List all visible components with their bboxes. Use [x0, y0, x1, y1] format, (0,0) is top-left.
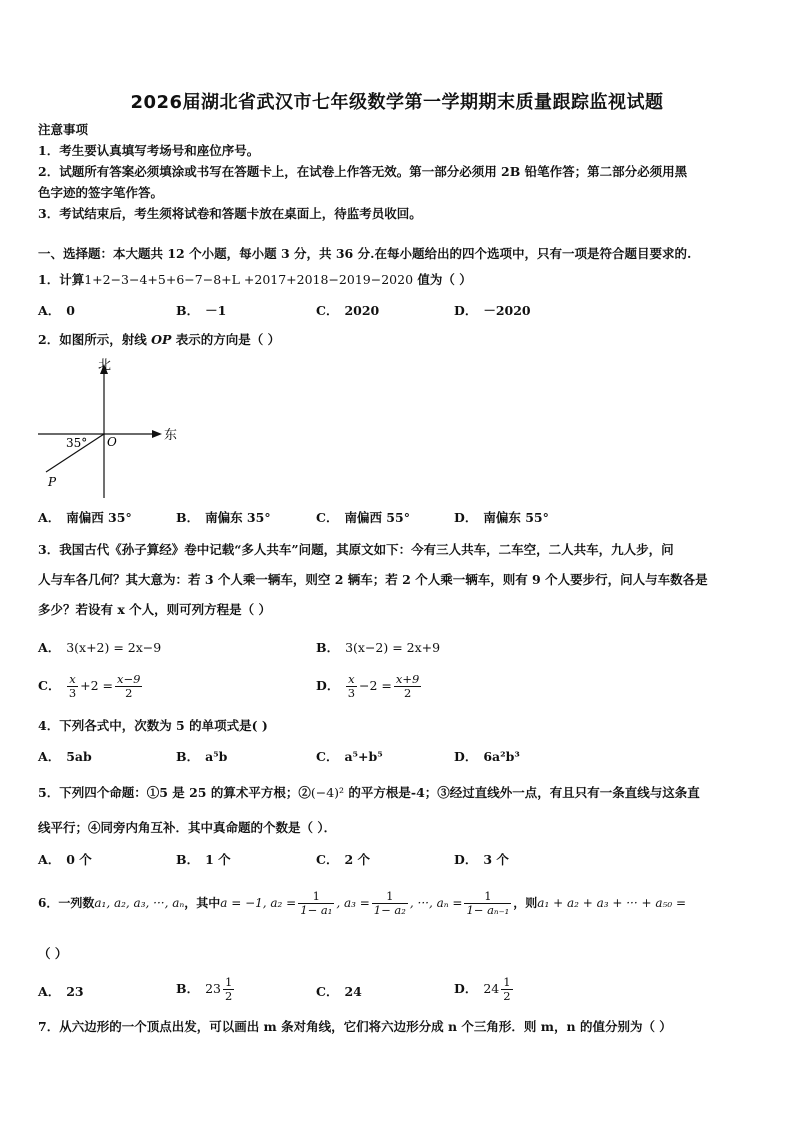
point-p-label: P — [48, 475, 57, 489]
page-title: 2026届湖北省武汉市七年级数学第一学期期末质量跟踪监视试题 — [130, 92, 664, 113]
q1-option-c: C． 2020 — [316, 303, 380, 318]
q1-prefix: 1．计算 — [38, 272, 85, 287]
question-1 — [38, 274, 472, 287]
q1-option-d: D． －2020 — [454, 303, 531, 318]
q4-option-b: B． a⁵b — [176, 749, 228, 764]
angle-label: 35° — [66, 436, 88, 450]
origin-label: O — [107, 435, 117, 449]
question-2: 2．如图所示，射线 OP 表示的方向是（ ） — [38, 332, 281, 347]
q2-option-c: C． 南偏西 55° — [316, 510, 410, 525]
q1-option-a: A． 0 — [38, 303, 75, 318]
fraction: $\frac{1}{2}$ — [503, 975, 511, 1003]
fraction: $\frac{1}{2}$ — [224, 975, 233, 1003]
q5-option-c: C． 2 个 — [316, 852, 371, 867]
q3-line: 多少？若设有 x 个人，则可列方程是（ ） — [38, 602, 272, 617]
direction-diagram — [30, 352, 190, 498]
question-5: 5．下列四个命题：①5 是 25 的算术平方根；②(−4)² 的平方根是-4；③经过直线外一点，有且只有一条直线与这条直 — [38, 785, 700, 800]
q6-option-c: C． 24 — [316, 984, 362, 999]
fraction: $\frac{x-9}{2}$ — [117, 672, 141, 700]
notes-heading: 注意事项 — [38, 122, 89, 137]
notes-item: 2．试题所有答案必须填涂或书写在答题卡上，在试卷上作答无效。第一部分必须用 2B 铅笔作答；第二部分必须用黑 — [38, 164, 688, 179]
q5-line: 线平行；④同旁内角互补．其中真命题的个数是（ ）． — [38, 820, 337, 835]
north-label: 北 — [98, 358, 112, 373]
q5-option-d: D． 3 个 — [454, 852, 509, 867]
q6-paren: （ ） — [38, 946, 68, 961]
question-7: 7．从六边形的一个顶点出发，可以画出 m 条对角线，它们将六边形分成 n 个三角形．则 m，n 的值分别为（ ） — [38, 1019, 672, 1034]
fraction: $\frac{x+9}{2}$ — [395, 672, 420, 700]
q3-option-d: D． $\frac{x}{3}$ −2 = $\frac{x+9}{2}$ — [316, 672, 420, 700]
question-6: 6．一列数a₁, a₂, a₃, ···, aₙ，其中a = −1, a₂ = $\frac{1}{\text{1− a₁}}$ , a₃ = $\frac{1}{\text{1− a₂}}$ , ···, aₙ = $\frac{1}{\text{1− aₙ₋₁}}$ ，则a₁ + a₂ + a₃ + ··· + a₅₀ = — [38, 889, 687, 917]
q1-suffix: 值为（ ） — [417, 272, 472, 287]
q3-line: 人与车各几何？其大意为：若 3 个人乘一辆车，则空 2 辆车；若 2 个人乘一辆车，则有 9 个人要步行，问人与车数各是 — [38, 572, 708, 587]
fraction: $\frac{1}{\text{1− a₂}}$ — [373, 889, 406, 917]
q2-option-a: A． 南偏西 35° — [38, 510, 132, 525]
section-heading: 一、选择题：本大题共 12 个小题，每小题 3 分，共 36 分.在每小题给出的四个选项中，只有一项是符合题目要求的. — [38, 246, 692, 261]
q2-option-d: D． 南偏东 55° — [454, 510, 549, 525]
q1-expression: 1+2−3−4+5+6−7−8+L +2017+2018−2019−2020 — [84, 272, 414, 287]
q1-option-b: B． －1 — [176, 303, 227, 318]
fraction: $\frac{x}{3}$ — [68, 672, 77, 700]
q3-option-b: B． 3(x−2) = 2x+9 — [316, 640, 441, 655]
q4-option-c: C． a⁵+b⁵ — [316, 749, 383, 764]
q3-line: 3．我国古代《孙子算经》卷中记载“多人共车”问题，其原文如下：今有三人共车，二车空，二人共车，九人步，问 — [38, 542, 674, 557]
fraction: $\frac{1}{\text{1− aₙ₋₁}}$ — [466, 889, 510, 917]
q4-option-d: D． 6a²b³ — [454, 749, 520, 764]
east-arrow — [152, 430, 162, 438]
notes-item: 色字迹的签字笔作答。 — [38, 185, 164, 200]
east-label: 东 — [164, 428, 178, 443]
q4-option-a: A． 5ab — [38, 749, 92, 764]
q2-ray-var: OP — [151, 332, 172, 347]
notes-item: 3．考试结束后，考生须将试卷和答题卡放在桌面上，待监考员收回。 — [38, 206, 422, 221]
q5-option-b: B． 1 个 — [176, 852, 231, 867]
fraction: $\frac{x}{3}$ — [347, 672, 356, 700]
q5-option-a: A． 0 个 — [38, 852, 92, 867]
fraction: $\frac{1}{\text{1− a₁}}$ — [300, 889, 333, 917]
q6-option-b: B． 23 $\frac{1}{2}$ — [176, 975, 233, 1003]
q6-option-a: A． 23 — [38, 984, 84, 999]
q6-option-d: D． 24 $\frac{1}{2}$ — [454, 975, 511, 1003]
q5-expression: (−4)² — [310, 785, 345, 800]
notes-item: 1．考生要认真填写考场号和座位序号。 — [38, 143, 260, 158]
q3-option-a: A． 3(x+2) = 2x−9 — [38, 640, 162, 655]
q3-option-c: C． $\frac{x}{3}$ +2 = $\frac{x-9}{2}$ — [38, 672, 141, 700]
question-4: 4．下列各式中，次数为 5 的单项式是( ) — [38, 718, 268, 733]
q2-option-b: B． 南偏东 35° — [176, 510, 271, 525]
